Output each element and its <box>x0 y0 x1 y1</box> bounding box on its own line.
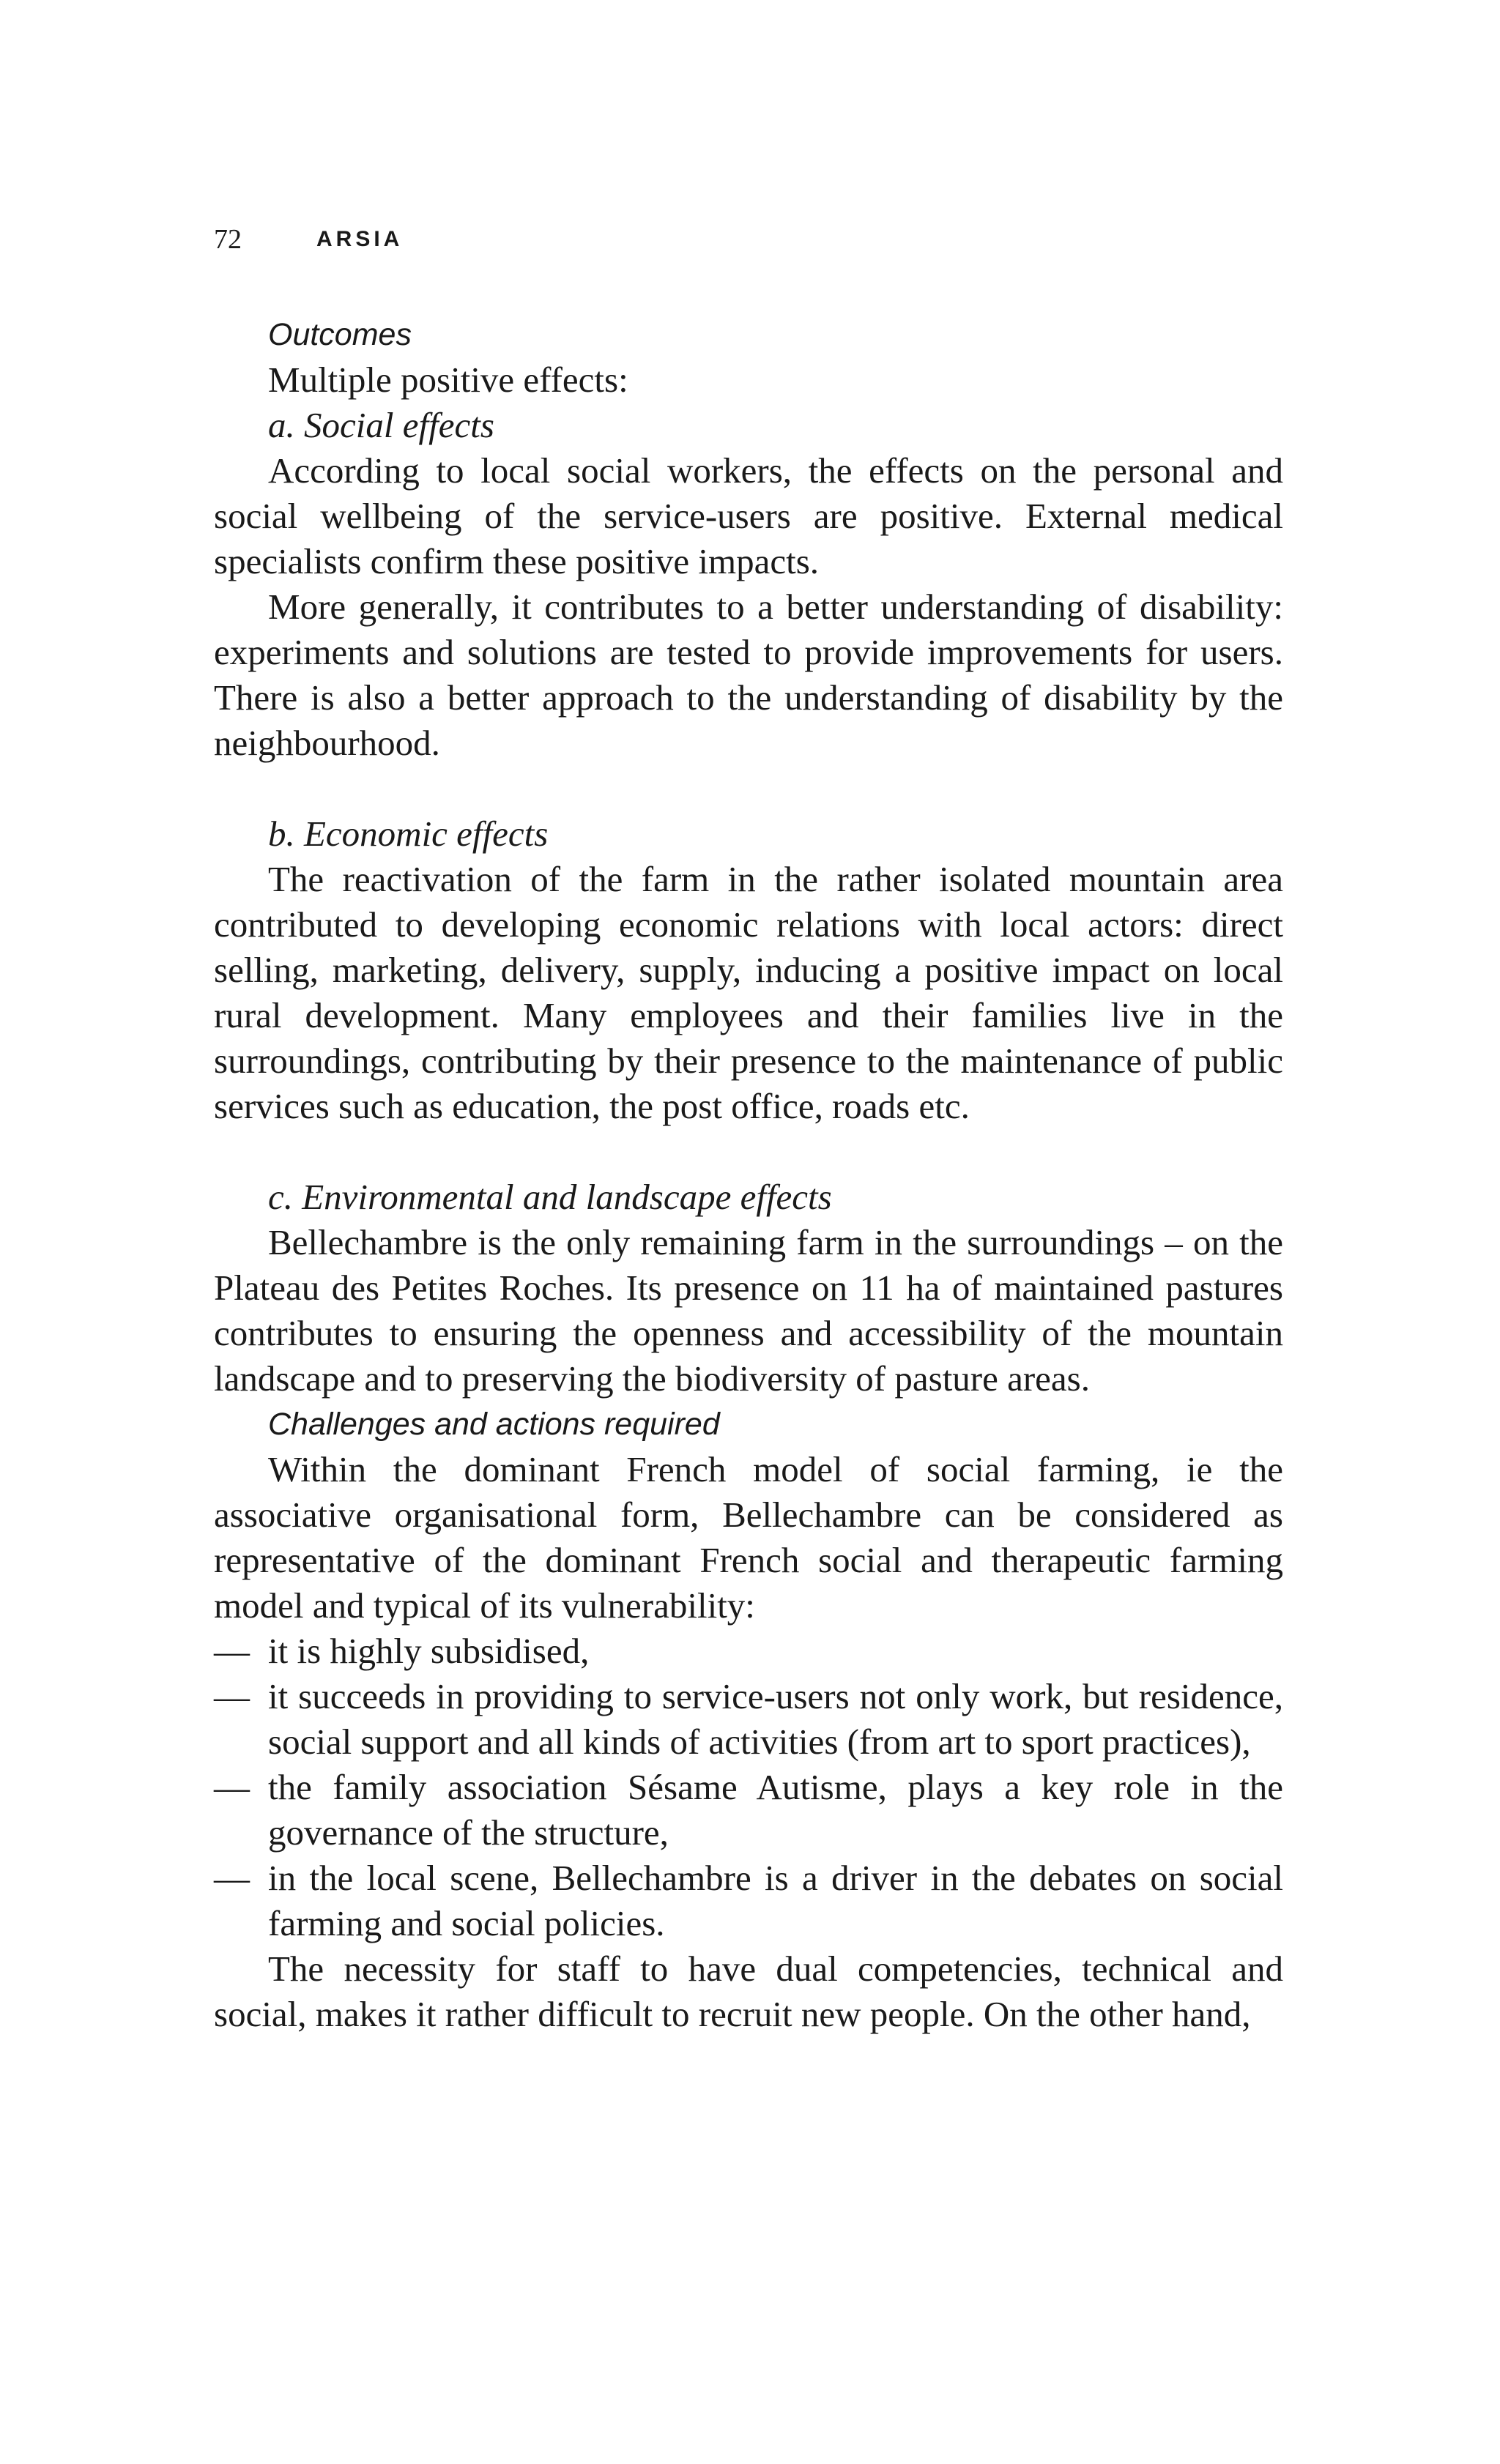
challenges-paragraph-1: Within the dominant French model of social farming, ie the associative organisational form, Bellechambre can be considered as representative of the dominant French social and therapeutic farming model and typical of its vulnerability: <box>214 1449 1283 1626</box>
page-number: 72 <box>214 224 242 255</box>
em-dash-bullet: — <box>214 1858 250 1898</box>
section-heading-challenges: Challenges and actions required <box>268 1407 720 1442</box>
em-dash-bullet: — <box>214 1631 250 1671</box>
list-item-text: it succeeds in providing to service-users not only work, but residence, social support and all kinds of activities (from art to sport practices), <box>268 1676 1283 1762</box>
vulnerability-list <box>214 1629 1283 1946</box>
body-text <box>214 312 1283 2037</box>
list-item-text: in the local scene, Bellechambre is a driver in the debates on social farming and social policies. <box>268 1858 1283 1943</box>
list-item-text: it is highly subsidised, <box>268 1631 590 1671</box>
environmental-effects-paragraph: Bellechambre is the only remaining farm in the surroundings – on the Plateau des Petites Roches. Its presence on 11 ha of maintained pastures contributes to ensuring the openness and accessibility of the mountain landscape and to preserving the biodiversity of pasture areas. <box>214 1222 1283 1399</box>
em-dash-bullet: — <box>214 1676 250 1716</box>
running-head <box>214 221 403 258</box>
list-item-text: the family association Sésame Autisme, plays a key role in the governance of the structure, <box>268 1767 1283 1853</box>
spacer <box>214 766 1283 811</box>
social-effects-paragraph-1: According to local social workers, the effects on the personal and social wellbeing of the service-users are positive. External medical specialists confirm these positive impacts. <box>214 450 1283 581</box>
list-item <box>214 1674 1283 1765</box>
economic-effects-paragraph: The reactivation of the farm in the rather isolated mountain area contributed to developing economic relations with local actors: direct selling, marketing, delivery, supply, inducing a positive impact on local rural development. Many employees and their families live in the surroundings, contributing by their presence to the maintenance of public services such as education, the post office, roads etc. <box>214 859 1283 1126</box>
list-item <box>214 1856 1283 1946</box>
list-item <box>214 1765 1283 1856</box>
em-dash-bullet: — <box>214 1767 250 1807</box>
list-item <box>214 1629 1283 1674</box>
outcomes-intro: Multiple positive effects: <box>268 360 628 400</box>
challenges-paragraph-2: The necessity for staff to have dual competencies, technical and social, makes it rather difficult to recruit new people. On the other hand, <box>214 1949 1283 2034</box>
subheading-social-effects: a. Social effects <box>268 405 494 445</box>
journal-name: ARSIA <box>316 227 404 251</box>
subheading-economic-effects: b. Economic effects <box>268 814 549 854</box>
social-effects-paragraph-2: More generally, it contributes to a better understanding of disability: experiments and solutions are tested to provide improvements for users. There is also a better approach to the understanding of disability by the neighbourhood. <box>214 587 1283 763</box>
subheading-environmental-effects: c. Environmental and landscape effects <box>268 1177 832 1217</box>
section-heading-outcomes: Outcomes <box>268 317 412 352</box>
spacer <box>214 1129 1283 1175</box>
